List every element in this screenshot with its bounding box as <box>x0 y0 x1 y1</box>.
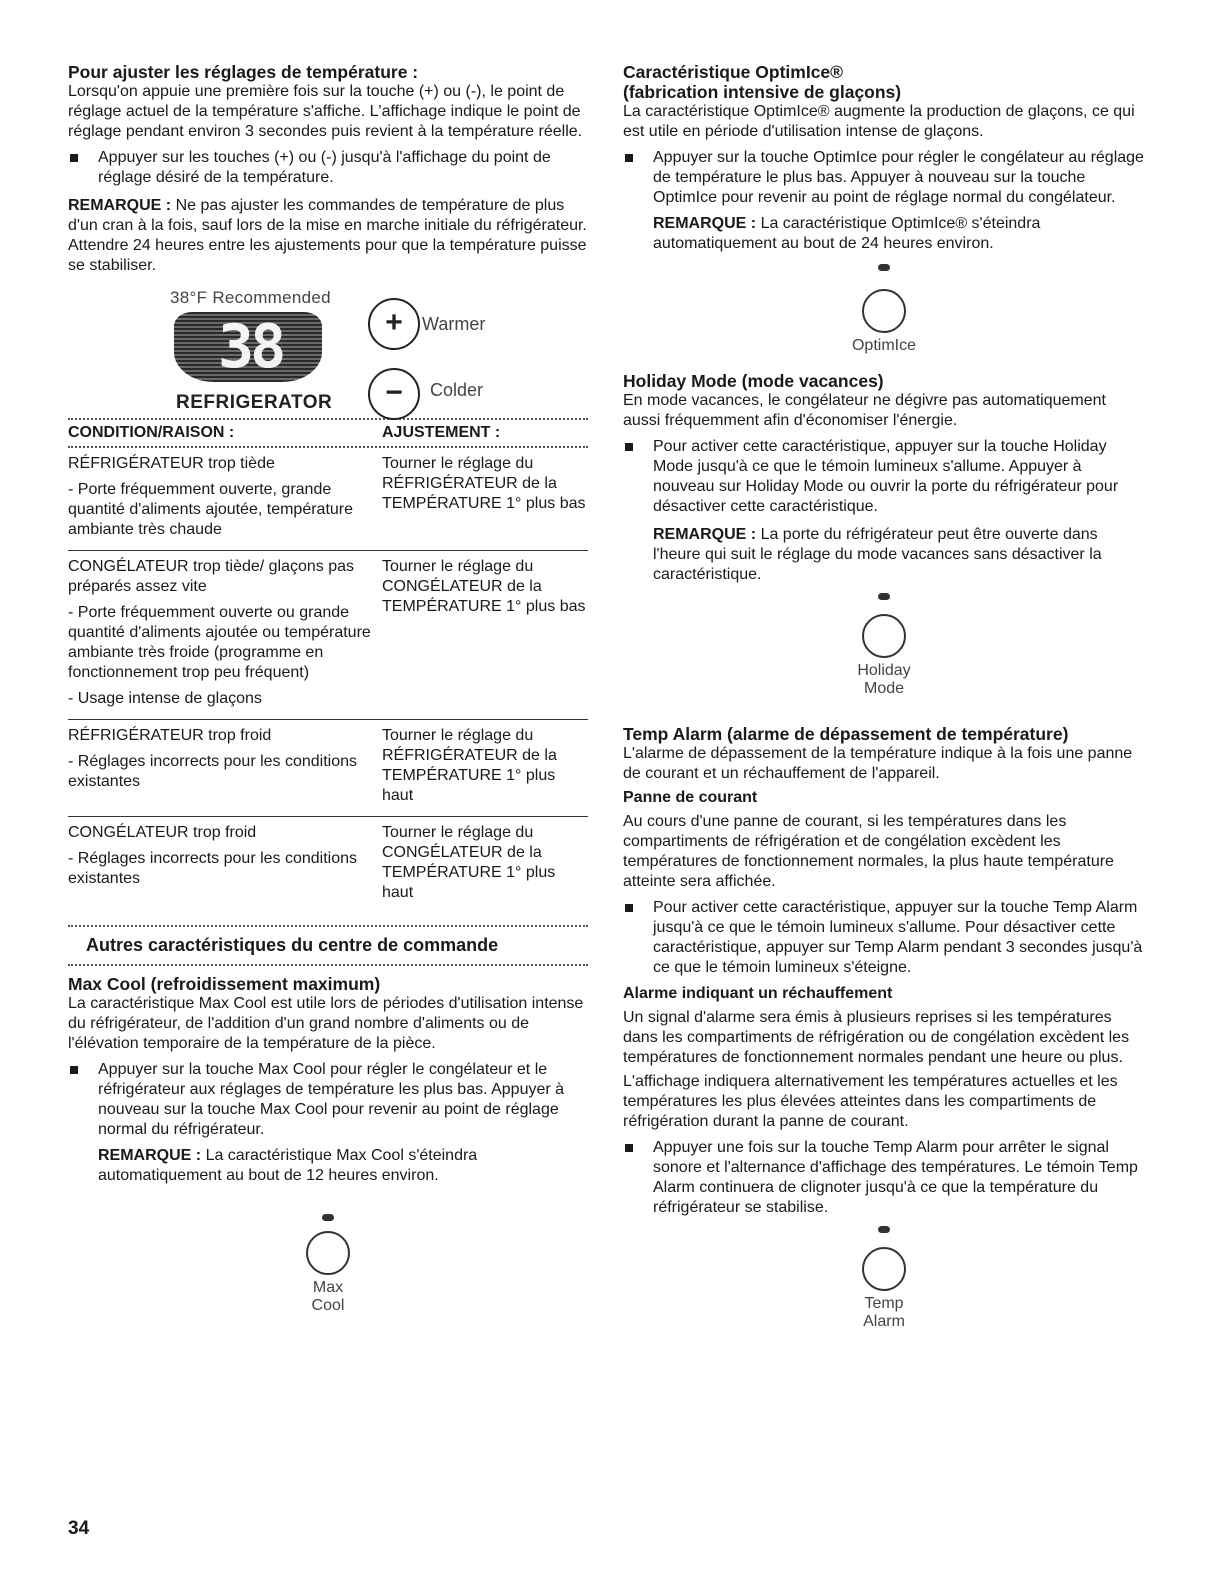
table-row <box>68 817 588 913</box>
warming-alarm-title: Alarme indiquant un réchauffement <box>623 985 893 1002</box>
adjust-bullet: Appuyer sur les touches (+) ou (-) jusqu'à l'affichage du point de réglage désiré de la température. <box>68 148 588 188</box>
row-condition: CONGÉLATEUR trop froid <box>68 824 257 841</box>
indicator-light-icon <box>322 1214 334 1221</box>
warmer-label: Warmer <box>422 314 486 334</box>
optimice-note <box>623 214 1145 254</box>
holiday-intro: En mode vacances, le congélateur ne dégivre pas automatiquement aussi fréquemment afin d'économiser l'énergie. <box>623 392 1106 429</box>
colder-button <box>368 368 420 420</box>
optimice-title: Caractéristique OptimIce® <box>623 62 844 82</box>
adjust-note <box>68 196 588 276</box>
key-label: OptimIce <box>851 337 916 354</box>
temperature-display <box>174 312 322 382</box>
round-key-icon <box>862 614 906 658</box>
maxcool-intro: La caractéristique Max Cool est utile lors de périodes d'utilisation intense du réfrigérateur, de l'addition d'un grand nombre d'aliments ou de l'élévation temporaire de la température de la pièce. <box>68 995 584 1052</box>
header-condition: CONDITION/RAISON : <box>68 424 235 441</box>
row-condition: RÉFRIGÉRATEUR trop froid <box>68 727 272 744</box>
refrigerator-label: REFRIGERATOR <box>176 392 333 413</box>
indicator-light-icon <box>878 593 890 600</box>
adjust-intro: Lorsqu'on appuie une première fois sur la touche (+) ou (-), le point de réglage actuel de la température s'affiche. L'affichage indique le point de réglage pendant environ 3 secondes puis revient à la température réelle. <box>68 83 583 140</box>
table-row <box>68 551 588 720</box>
left-column <box>68 62 588 1315</box>
row-adjust: Tourner le réglage du RÉFRIGÉRATEUR de la TEMPÉRATURE 1° plus haut <box>382 727 557 804</box>
temp-alarm-intro: L'alarme de dépassement de la température indique à la fois une panne de courant et un réchauffement de l'appareil. <box>623 745 1133 782</box>
adjust-title: Pour ajuster les réglages de température : <box>68 62 419 82</box>
plus-icon: + <box>385 306 403 339</box>
warming-alarm-text-2: L'affichage indiquera alternativement les températures actuelles et les températures les plus élevées atteintes dans les compartiments de réfrigération durant la panne de courant. <box>623 1073 1118 1130</box>
key-label: Holiday <box>857 662 911 679</box>
optimice-subtitle: (fabrication intensive de glaçons) <box>623 82 902 102</box>
maxcool-note <box>68 1146 588 1186</box>
note-label: REMARQUE : <box>68 197 172 214</box>
holiday-title: Holiday Mode (mode vacances) <box>623 371 884 391</box>
display-value: 38 <box>218 312 283 382</box>
indicator-light-icon <box>878 1226 890 1233</box>
table-header <box>68 420 588 446</box>
row-reason: - Porte fréquemment ouverte ou grande quantité d'aliments ajoutée ou température ambiante très froide (programme en fonctionnement trop peu fréquent) <box>68 604 371 681</box>
table-row <box>68 720 588 817</box>
indicator-light-icon <box>878 264 890 271</box>
temp-alarm-key <box>623 1226 1145 1331</box>
warmer-button <box>368 298 420 350</box>
optimice-bullet: Appuyer sur la touche OptimIce pour régler le congélateur au réglage de température le plus bas. Appuyer à nouveau sur la touche OptimIce pour revenir au point de réglage normal du congélateur. <box>623 148 1145 208</box>
row-reason: - Réglages incorrects pour les conditions existantes <box>68 753 358 790</box>
optimice-key <box>623 264 1145 355</box>
warming-alarm-bullet: Appuyer une fois sur la touche Temp Alarm pour arrêter le signal sonore et l'alternance d'affichage des températures. Le témoin Temp Alarm continuera de clignoter jusqu'à ce que la température du réfrigérateur se stabilise. <box>623 1138 1145 1218</box>
warming-alarm-text: Un signal d'alarme sera émis à plusieurs reprises si les températures dans les compartiments de réfrigération ou de congélation excèdent les températures de fonctionnement normales pendant une heure ou plus. <box>623 1009 1130 1066</box>
optimice-intro: La caractéristique OptimIce® augmente la production de glaçons, ce qui est utile en période d'utilisation intense de glaçons. <box>623 103 1135 140</box>
row-reason: - Usage intense de glaçons <box>68 690 262 707</box>
minus-icon: − <box>385 376 403 409</box>
maxcool-title: Max Cool (refroidissement maximum) <box>68 974 381 994</box>
note-label: REMARQUE : <box>653 215 757 232</box>
other-features-title: Autres caractéristiques du centre de commande <box>86 935 499 955</box>
colder-label: Colder <box>430 380 484 400</box>
table-row <box>68 448 588 551</box>
key-label: Alarm <box>863 1313 905 1330</box>
note-text: Ne pas ajuster les commandes de température de plus d'un cran à la fois, sauf lors de la mise en marche initiale du réfrigérateur. Attendre 24 heures entre les ajustements pour que la température puisse se stabiliser. <box>68 197 587 274</box>
round-key-icon <box>306 1231 350 1275</box>
holiday-key <box>623 593 1145 698</box>
holiday-note <box>623 525 1145 585</box>
key-label: Cool <box>311 1297 345 1314</box>
row-adjust: Tourner le réglage du CONGÉLATEUR de la TEMPÉRATURE 1° plus haut <box>382 824 556 901</box>
control-panel-illustration <box>68 288 588 418</box>
key-label: Max <box>312 1279 344 1296</box>
maxcool-key <box>68 1214 588 1315</box>
round-key-icon <box>862 289 906 333</box>
page-number: 34 <box>68 1518 90 1539</box>
right-column <box>623 62 1145 1331</box>
power-outage-bullet: Pour activer cette caractéristique, appuyer sur la touche Temp Alarm jusqu'à ce que le témoin lumineux s'allume. Pour désactiver cette caractéristique, appuyer sur Temp Alarm pendant 3 secondes jusqu'à ce que le témoin lumineux s'éteigne. <box>623 898 1145 978</box>
row-adjust: Tourner le réglage du CONGÉLATEUR de la TEMPÉRATURE 1° plus bas <box>382 558 586 615</box>
row-condition: RÉFRIGÉRATEUR trop tiède <box>68 455 275 472</box>
row-reason: - Porte fréquemment ouverte, grande quantité d'aliments ajoutée, température ambiante très chaude <box>68 481 354 538</box>
note-label: REMARQUE : <box>653 526 757 543</box>
holiday-bullet: Pour activer cette caractéristique, appuyer sur la touche Holiday Mode jusqu'à ce que le témoin lumineux s'allume. Appuyer à nouveau sur Holiday Mode ou ouvrir la porte du réfrigérateur pour désactiver cette caractéristique. <box>623 437 1145 517</box>
note-label: REMARQUE : <box>98 1147 202 1164</box>
key-label: Mode <box>863 680 905 697</box>
note-text: La porte du réfrigérateur peut être ouverte dans l'heure qui suit le réglage du mode vacances sans désactiver la caractéristique. <box>653 526 1102 583</box>
maxcool-bullet: Appuyer sur la touche Max Cool pour régler le congélateur et le réfrigérateur aux réglages de température les plus bas. Appuyer à nouveau sur la touche Max Cool pour revenir au point de réglage normal du réfrigérateur. <box>68 1060 588 1140</box>
row-reason: - Réglages incorrects pour les conditions existantes <box>68 850 358 887</box>
row-adjust: Tourner le réglage du RÉFRIGÉRATEUR de la TEMPÉRATURE 1° plus bas <box>382 455 586 512</box>
temp-alarm-title: Temp Alarm (alarme de dépassement de température) <box>623 724 1069 744</box>
key-label: Temp <box>864 1295 904 1312</box>
recommended-label: 38°F Recommended <box>170 288 331 307</box>
row-condition: CONGÉLATEUR trop tiède/ glaçons pas préparés assez vite <box>68 558 355 595</box>
power-outage-title: Panne de courant <box>623 789 758 806</box>
round-key-icon <box>862 1247 906 1291</box>
section-bottom-divider <box>68 964 588 966</box>
power-outage-text: Au cours d'une panne de courant, si les températures dans les compartiments de réfrigération et de congélation excèdent les températures de fonctionnement normales, la plus haute température atteinte sera affichée. <box>623 813 1114 890</box>
note-text: La caractéristique OptimIce® s'éteindra automatiquement au bout de 24 heures environ. <box>653 215 1041 252</box>
note-text: La caractéristique Max Cool s'éteindra automatiquement au bout de 12 heures environ. <box>98 1147 478 1184</box>
header-adjust: AJUSTEMENT : <box>382 424 501 441</box>
